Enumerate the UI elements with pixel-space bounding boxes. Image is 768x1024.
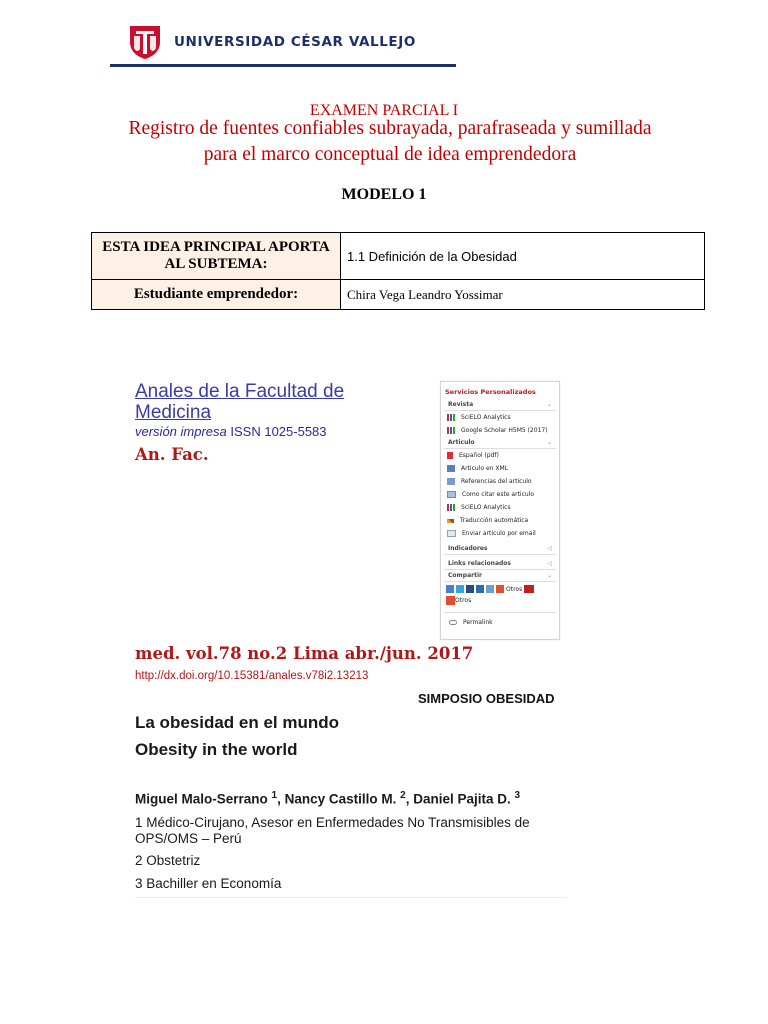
affiliation: 1 Médico-Cirujano, Asesor en Enfermedades No Transmisibles de OPS/OMS – Perú [135,815,530,846]
articulo-item[interactable] [441,449,559,462]
bar-chart-icon [447,414,455,421]
section-revista[interactable] [444,399,556,411]
doi-link[interactable]: http://dx.doi.org/10.15381/anales.v78i2.13213 [135,670,369,682]
item-label: Articulo en XML [461,465,508,472]
section-label: Compartir [448,572,482,579]
student-label: Estudiante emprendedor: [92,280,341,310]
share-linkedin-icon[interactable] [476,585,484,593]
share-delicious-icon[interactable] [466,585,474,593]
section-indicadores[interactable] [444,543,556,555]
pdf-icon [447,452,453,459]
author-name: Nancy Castillo M. [284,791,397,807]
translate-icon [447,519,454,523]
issn-prefix: versión impresa [135,424,227,439]
share-plus-icon[interactable] [496,585,504,593]
table-row [92,233,705,280]
university-logo [128,24,416,60]
author-list: Miguel Malo-Serrano $^1$, Nancy Castillo M. $^2$, Daniel Pajita D. $^3$ [135,790,521,807]
header-divider [110,64,456,67]
section-label: Revista [448,401,474,408]
affiliation: 3 Bachiller en Economía [135,876,282,891]
permalink-link[interactable] [444,612,556,626]
articulo-item[interactable] [441,514,559,527]
exam-title: Registro de fuentes confiables subrayada, parafraseada y sumillada para el marco conceptual de idea emprendedora [128,118,652,165]
section-label: SIMPOSIO OBESIDAD [418,691,555,706]
share-more[interactable] [441,595,559,606]
articulo-item[interactable] [441,527,559,540]
journal-issn [135,424,375,439]
item-label: SciELO Analytics [461,414,511,421]
journal-title-link[interactable]: Anales de la Facultad de Medicina [135,381,345,423]
articulo-item[interactable] [441,501,559,514]
chevron-left-icon: ◁ [547,560,552,567]
references-icon [447,478,455,485]
journal-abbrev: An. Fac. [135,445,209,464]
item-label: Traducción automática [460,517,529,524]
subtopic-label: ESTA IDEA PRINCIPAL APORTA AL SUBTEMA: [92,233,341,280]
bar-chart-icon [447,427,455,434]
share-email-icon[interactable] [486,585,494,593]
item-label: Como citar este articulo [462,491,535,498]
section-articulo[interactable] [444,437,556,449]
journal-header [135,381,375,439]
revista-item[interactable] [441,411,559,424]
articulo-item[interactable] [441,488,559,501]
affiliation: 2 Obstetriz [135,853,201,868]
author-sup: 2 [400,790,406,801]
item-label: Referencias del articulo [461,478,532,485]
item-label: Google Scholar H5M5 (2017) [461,427,548,434]
section-label: Indicadores [448,545,488,552]
section-links[interactable] [444,558,556,570]
share-buttons [441,582,559,595]
share-twitter-icon[interactable] [456,585,464,593]
author-name: Daniel Pajita D. [413,791,511,807]
share-plus-icon [446,596,455,605]
cite-icon [447,491,456,498]
section-label: Articulo [448,439,475,446]
articulo-item[interactable] [441,462,559,475]
model-label: MODELO 1 [341,186,427,203]
item-label: SciELO Analytics [461,504,511,511]
divider [135,897,567,898]
item-label: Enviar articulo por email [462,530,536,537]
subtopic-value: 1.1 Definición de la Obesidad [341,233,705,280]
section-label: Links relacionados [448,560,511,567]
exam-label: EXAMEN PARCIAL I [309,102,459,119]
share-mendeley-icon[interactable] [524,585,534,593]
permalink-label: Permalink [463,619,493,626]
issn-number: ISSN 1025-5583 [230,424,327,439]
ucv-shield-icon [128,24,162,60]
bar-chart-icon [447,504,455,511]
author-sup: 1 [271,790,278,801]
issue-citation: med. vol.78 no.2 Lima abr./jun. 2017 [135,644,474,663]
articulo-item[interactable] [441,475,559,488]
item-label: Español (pdf) [459,452,499,459]
table-row [92,280,705,310]
xml-icon [447,465,455,472]
link-icon [449,620,457,625]
chevron-left-icon: ◁ [547,545,552,552]
chevron-down-icon: ⌄ [546,401,552,408]
services-heading: Servicios Personalizados [445,388,536,396]
section-compartir[interactable] [444,570,556,582]
university-name: UNIVERSIDAD CÉSAR VALLEJO [174,34,416,50]
chevron-down-icon: ⌄ [546,439,552,446]
share-otros-label[interactable]: Otros [506,585,523,593]
author-sup: 3 [514,790,521,801]
email-icon [447,530,456,537]
article-title-en: Obesity in the world [135,740,298,759]
share-google-icon[interactable] [446,585,454,593]
chevron-down-icon: ⌄ [546,572,552,579]
article-title-es: La obesidad en el mundo [135,713,340,732]
info-table [91,232,705,310]
author-name: Miguel Malo-Serrano [135,791,268,807]
share-otros-label: Otros [455,597,472,604]
revista-item[interactable] [441,424,559,437]
student-value: Chira Vega Leandro Yossimar [341,280,705,310]
services-panel [440,381,560,640]
